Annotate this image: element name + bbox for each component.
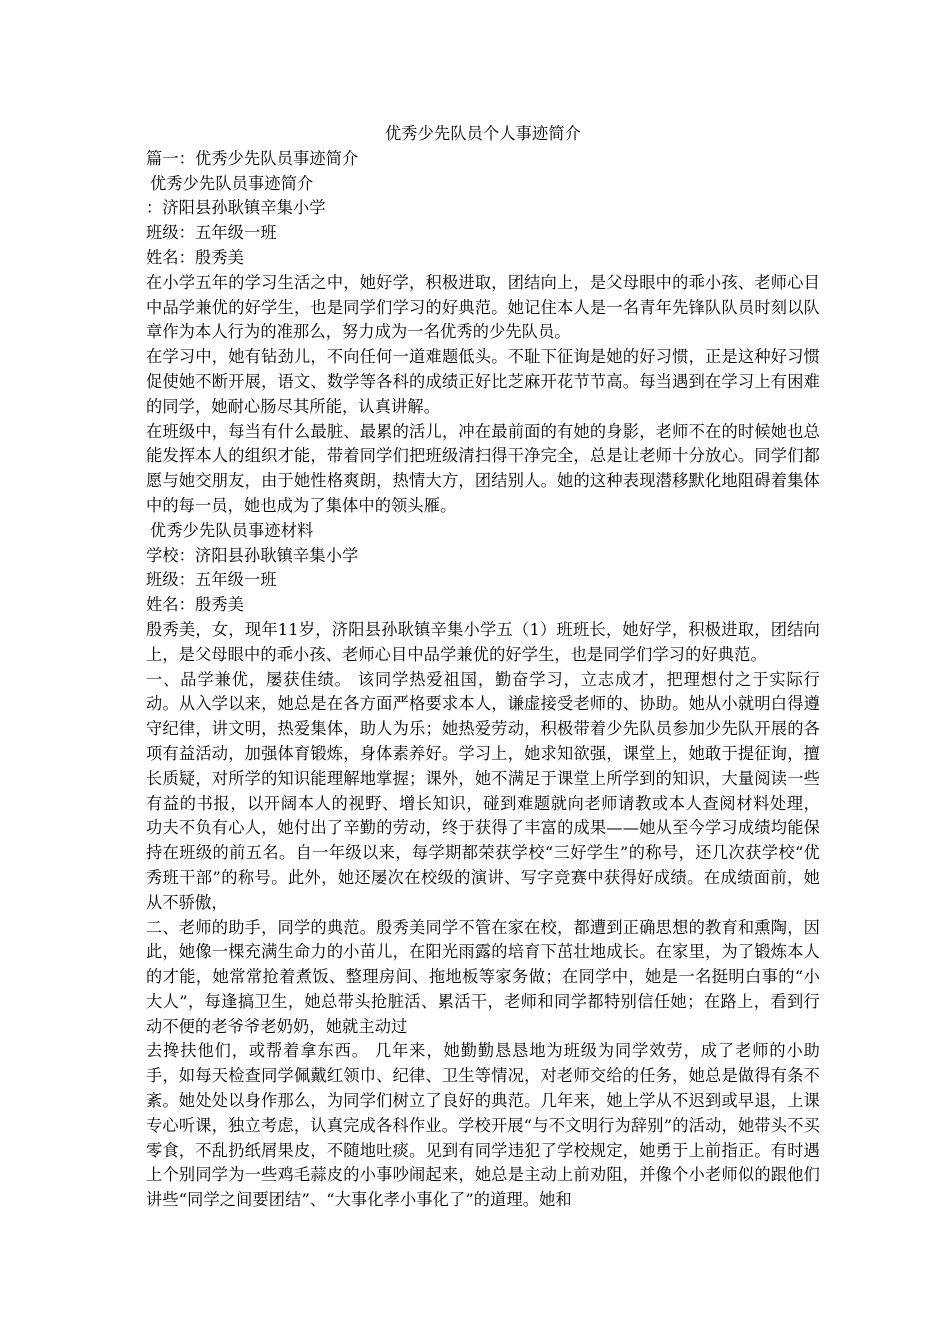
paragraph-1: 在小学五年的学习生活之中，她好学，积极进取，团结向上，是父母眼中的乖小孩、老师心目中品学兼优的好学生，也是同学们学习的好典范。她记住本人是一名青年先锋队队员时刻以队章作为本人行为的准那么，努力成为一名优秀的少先队员。 (146, 272, 820, 342)
paragraph-2: 在学习中，她有钻劲儿，不向任何一道难题低头。不耻下征询是她的好习惯，正是这种好习惯促使她不断开展，语文、数学等各科的成绩正好比芝麻开花节节高。每当遇到在学习上有困难的同学，她耐心肠尽其所能，认真讲解。 (146, 347, 820, 416)
document-title: 优秀少先队员个人事迹简介 (384, 124, 582, 143)
paragraph-5: 一、品学兼优，屡获佳绩。 该同学热爱祖国，勤奋学习，立志成才，把理想付之于实际行动。从入学以来，她总是在各方面严格要求本人，谦虚接受老师的、协助。她从小就明白得遵守纪律，讲文明，热爱集体，助人为乐；她热爱劳动，积极带着少先队员参加少先队开展的各项有益活动，加强体育锻炼，身体素养好。学习上，她求知欲强，课堂上，她敢于提征询，擅长质疑，对所学的知识能理解地掌握；课外，她不满足于课堂上所学到的知识，大量阅读一些有益的书报，以开阔本人的视野、增长知识，碰到难题就向老师请教或本人查阅材料处理， 功夫不负有心人，她付出了辛勤的劳动，终于获得了丰富的成果——她从至今学习成绩均能保持在班级的前五名。自一年级以来，每学期都荣获学校“三好学生”的称号，还几次获学校“优秀班干部”的称号。此外，她还屡次在校级的演讲、写字竞赛中获得好成绩。在成绩面前，她从不骄傲， (146, 669, 820, 912)
paragraph-3: 在班级中，每当有什么最脏、最累的活儿，冲在最前面的有她的身影，老师不在的时候她也总能发挥本人的组织才能，带着同学们把班级清扫得干净完全，总是让老师十分放心。同学们都愿与她交朋友，由于她性格爽朗，热情大方，团结别人。她的这种表现潜移默化地阻碍着集体中的每一员，她也成为了集体中的领头雁。 (146, 421, 820, 515)
name-line-1: 姓名：殷秀美 (146, 247, 245, 267)
document-body (146, 122, 820, 1213)
school-line-2: 学校：济阳县孙耿镇辛集小学 (146, 545, 359, 565)
class-line-1: 班级：五年级一班 (146, 223, 277, 243)
name-line-2: 姓名：殷秀美 (146, 595, 245, 615)
paragraph-6: 二、老师的助手，同学的典范。殷秀美同学不管在家在校，都遭到正确思想的教育和熏陶，因此，她像一棵充满生命力的小苗儿，在阳光雨露的培育下茁壮地成长。在家里，为了锻炼本人的才能，她常常抢着煮饭、整理房间、拖地板等家务做；在同学中，她是一名挺明白事的“小大人”，每逢搞卫生，她总带头抢脏活、累活干，老师和同学都特别信任她；在路上，看到行动不便的老爷爷老奶奶，她就主动过 (146, 917, 820, 1036)
paragraph-7: 去搀扶他们，或帮着拿东西。 几年来，她勤勤恳恳地为班级为同学效劳，成了老师的小助手，如每天检查同学佩戴红领巾、纪律、卫生等情况，对老师交给的任务，她总是做得有条不紊。她处处以身作那么，为同学们树立了良好的典范。几年来，她上学从不迟到或早退，上课专心听课，独立考虑，认真完成各科作业。学校开展“与不文明行为辞别”的活动，她带头不买零食，不乱扔纸屑果皮，不随地吐痰。见到有同学违犯了学校规定，她勇于上前指正。有时遇上个别同学为一些鸡毛蒜皮的小事吵闹起来，她总是主动上前劝阻，并像个小老师似的跟他们讲些“同学之间要团结”、“大事化孝小事化了”的道理。她和 (146, 1041, 820, 1210)
section-heading-3: 优秀少先队员事迹材料 (150, 520, 314, 540)
paragraph-4: 殷秀美，女，现年11岁，济阳县孙耿镇辛集小学五（1）班班长，她好学，积极进取，团结向上，是父母眼中的乖小孩、老师心目中品学兼优的好学生，也是同学们学习的好典范。 (146, 619, 820, 664)
class-line-2: 班级：五年级一班 (146, 570, 277, 590)
section-heading-1: 篇一：优秀少先队员事迹简介 (146, 148, 359, 168)
school-line-1: ：济阳县孙耿镇辛集小学 (146, 198, 326, 218)
section-heading-2: 优秀少先队员事迹简介 (150, 173, 314, 193)
